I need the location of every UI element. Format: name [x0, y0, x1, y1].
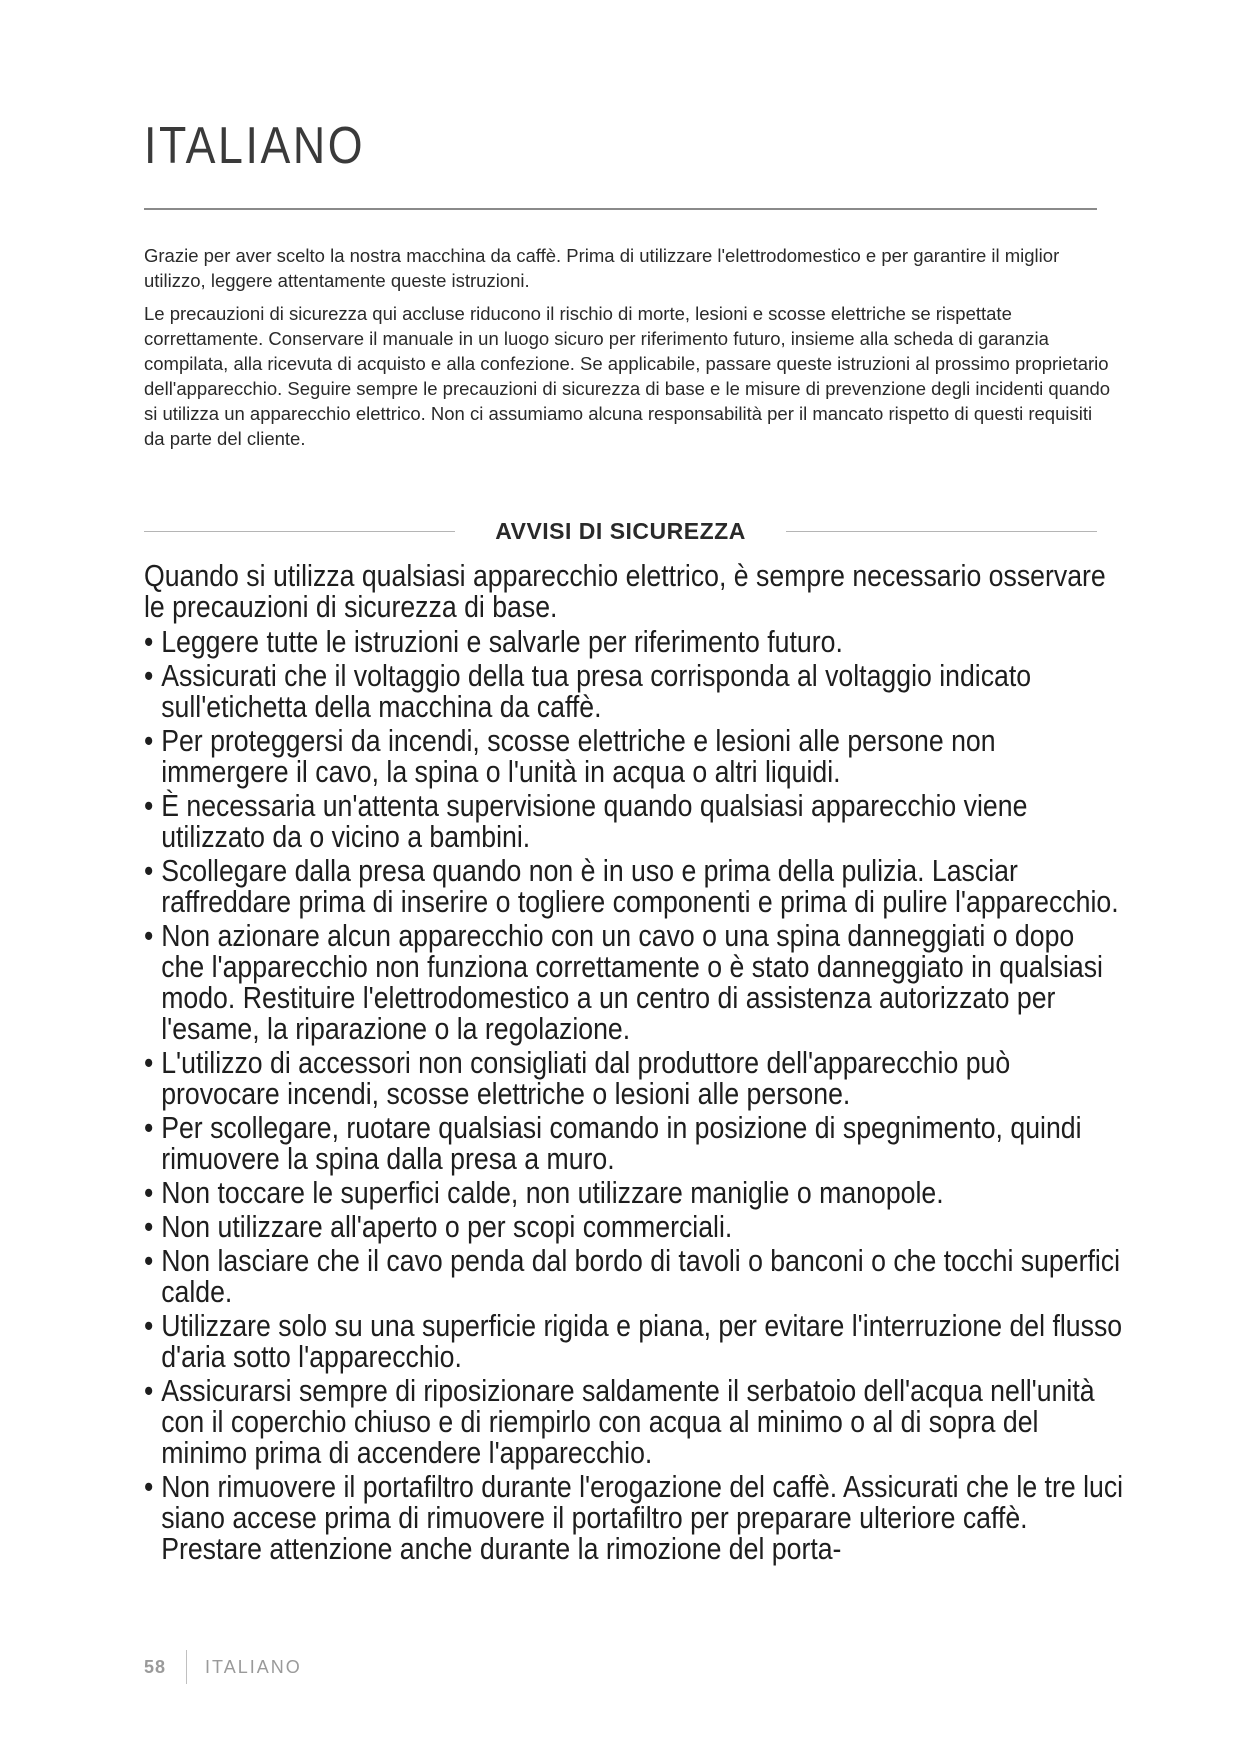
list-item — [144, 1177, 1124, 1208]
list-item — [144, 920, 1124, 1044]
list-item-text: Per proteggersi da incendi, scosse elettriche e lesioni alle persone non immergere il cavo, la spina o l'unità in acqua o altri liquidi. — [161, 723, 996, 789]
list-item — [144, 1047, 1124, 1109]
list-item — [144, 626, 1124, 657]
bullet-icon: • — [144, 853, 154, 888]
section-heading — [144, 516, 1097, 546]
list-item — [144, 1310, 1124, 1372]
bullet-icon: • — [144, 624, 154, 659]
list-item — [144, 1245, 1124, 1307]
footer-divider — [186, 1650, 187, 1684]
list-item-text: Per scollegare, ruotare qualsiasi comando in posizione di spegnimento, quindi rimuovere la spina dalla presa a muro. — [161, 1110, 1082, 1176]
list-item-text: Assicurati che il voltaggio della tua presa corrisponda al voltaggio indicato sull'etichetta della macchina da caffè. — [161, 658, 1032, 724]
bullet-icon: • — [144, 1373, 154, 1408]
list-item-text: Non rimuovere il portafiltro durante l'erogazione del caffè. Assicurati che le tre luci siano accese prima di rimuovere il portafiltro per preparare ulteriore caffè. Prestare attenzione anche durante la rimozione del porta- — [161, 1469, 1124, 1566]
list-item-text: Utilizzare solo su una superficie rigida e piana, per evitare l'interruzione del flusso d'aria sotto l'apparecchio. — [161, 1308, 1123, 1374]
bullet-icon: • — [144, 658, 154, 693]
safety-notices — [144, 560, 1124, 1567]
intro-text — [144, 243, 1114, 459]
list-item — [144, 1211, 1124, 1242]
list-item-text: Scollegare dalla presa quando non è in uso e prima della pulizia. Lasciar raffreddare prima di inserire o togliere componenti e prima di pulire l'apparecchio. — [161, 853, 1119, 919]
bullet-icon: • — [144, 723, 154, 758]
bullet-icon: • — [144, 918, 154, 953]
heading-rule-left — [144, 531, 455, 532]
list-item-text: L'utilizzo di accessori non consigliati dal produttore dell'apparecchio può provocare incendi, scosse elettriche o lesioni alle persone. — [161, 1045, 1011, 1111]
list-item — [144, 855, 1124, 917]
page-number: 58 — [144, 1656, 167, 1677]
list-item — [144, 1471, 1124, 1564]
bullet-icon: • — [144, 1469, 154, 1504]
safety-list — [144, 626, 1124, 1564]
bullet-icon: • — [144, 1243, 154, 1278]
list-item-text: Non toccare le superfici calde, non utilizzare maniglie o manopole. — [161, 1175, 944, 1210]
bullet-icon: • — [144, 1175, 154, 1210]
list-item — [144, 1375, 1124, 1468]
list-item — [144, 725, 1124, 787]
list-item-text: Non lasciare che il cavo penda dal bordo di tavoli o banconi o che tocchi superfici calde. — [161, 1243, 1121, 1309]
heading-rule-right — [786, 531, 1097, 532]
safety-lead: Quando si utilizza qualsiasi apparecchio elettrico, è sempre necessario osservare le precauzioni di sicurezza di base. — [144, 558, 1106, 624]
title-divider — [144, 208, 1097, 210]
section-heading-label: AVVISI DI SICUREZZA — [495, 517, 746, 544]
bullet-icon: • — [144, 1209, 154, 1244]
list-item-text: Assicurarsi sempre di riposizionare saldamente il serbatoio dell'acqua nell'unità con il coperchio chiuso e di riempirlo con acqua al minimo o al di sopra del minimo prima di accendere l'apparecchio. — [161, 1373, 1095, 1470]
bullet-icon: • — [144, 1110, 154, 1145]
bullet-icon: • — [144, 788, 154, 823]
list-item — [144, 790, 1124, 852]
page-title: ITALIANO — [144, 117, 366, 175]
page-footer — [144, 1650, 302, 1684]
list-item-text: È necessaria un'attenta supervisione quando qualsiasi apparecchio viene utilizzato da o vicino a bambini. — [161, 788, 1028, 854]
bullet-icon: • — [144, 1045, 154, 1080]
footer-section-label: ITALIANO — [205, 1656, 302, 1677]
list-item — [144, 1112, 1124, 1174]
list-item-text: Non utilizzare all'aperto o per scopi commerciali. — [161, 1209, 733, 1244]
bullet-icon: • — [144, 1308, 154, 1343]
list-item-text: Leggere tutte le istruzioni e salvarle per riferimento futuro. — [161, 624, 843, 659]
intro-paragraph-2: Le precauzioni di sicurezza qui accluse riducono il rischio di morte, lesioni e scosse elettriche se rispettate correttamente. Conservare il manuale in un luogo sicuro per riferimento futuro, insieme alla scheda di garanzia compilata, alla ricevuta di acquisto e alla confezione. Se applicabile, passare queste istruzioni al prossimo proprietario dell'apparecchio. Seguire sempre le precauzioni di sicurezza di base e le misure di prevenzione degli incidenti quando si utilizza un apparecchio elettrico. Non ci assumiamo alcuna responsabilità per il mancato rispetto di questi requisiti da parte del cliente. — [144, 303, 1111, 449]
intro-paragraph-1: Grazie per aver scelto la nostra macchina da caffè. Prima di utilizzare l'elettrodomestico e per garantire il miglior utilizzo, leggere attentamente queste istruzioni. — [144, 245, 1060, 291]
list-item-text: Non azionare alcun apparecchio con un cavo o una spina danneggiati o dopo che l'apparecchio non funziona correttamente o è stato danneggiato in qualsiasi modo. Restituire l'elettrodomestico a un centro di assistenza autorizzato per l'esame, la riparazione o la regolazione. — [161, 918, 1103, 1046]
list-item — [144, 660, 1124, 722]
